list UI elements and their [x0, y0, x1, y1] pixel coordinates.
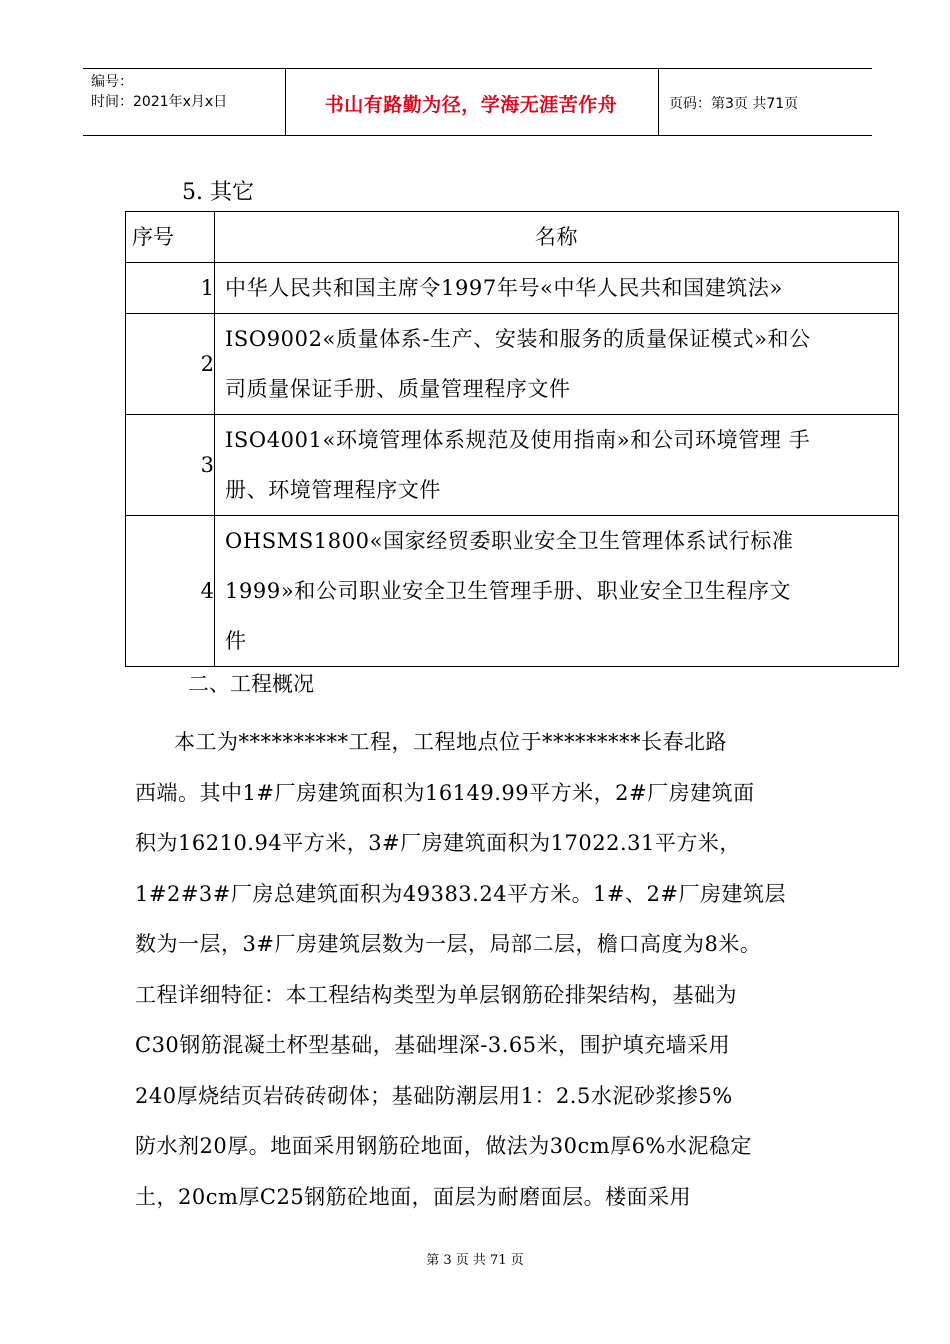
row-line: 司质量保证手册、质量管理程序文件 [225, 377, 571, 401]
row-number: 2 [126, 314, 215, 415]
overview-paragraph [131, 717, 855, 1222]
reference-table [125, 211, 899, 667]
header-motto: 书山有路勤为径，学海无涯苦作舟 [324, 94, 618, 116]
paragraph-line: 240厚烧结页岩砖砖砌体；基础防潮层用1：2.5水泥砂浆掺5% [135, 1083, 733, 1108]
paragraph-line: 积为16210.94平方米，3#厂房建筑面积为17022.31平方米， [135, 831, 741, 855]
header-time: 时间：2021年x月x日 [91, 94, 228, 110]
paragraph-line: C30钢筋混凝土杯型基础，基础埋深-3.65米，围护填充墙采用 [135, 1033, 731, 1057]
paragraph-line: 工程详细特征：本工程结构类型为单层钢筋砼排架结构，基础为 [135, 982, 737, 1007]
row-name [215, 263, 899, 314]
paragraph-line: 本工为**********工程，工程地点位于*********长春北路 [131, 730, 727, 754]
paragraph-line: 1#2#3#厂房总建筑面积为49383.24平方米。1#、2#厂房建筑层 [135, 881, 786, 906]
header-top-rule [83, 68, 872, 69]
row-line: 件 [225, 629, 247, 653]
header-meta [91, 72, 227, 112]
table-row [126, 516, 899, 667]
row-name [215, 415, 899, 516]
header-bottom-rule [83, 135, 872, 136]
row-number: 4 [126, 516, 215, 667]
paragraph-line: 数为一层，3#厂房建筑层数为一层，局部二层，檐口高度为8米。 [135, 932, 762, 956]
row-line: 册、环境管理程序文件 [225, 478, 441, 502]
section-title: 5. 其它 [182, 180, 254, 205]
header-divider [658, 68, 659, 136]
row-line: 1999»和公司职业安全卫生管理手册、职业安全卫生程序文 [225, 579, 792, 603]
table-row [126, 263, 899, 314]
table-row [126, 415, 899, 516]
paragraph-line: 防水剂20厚。地面采用钢筋砼地面，做法为30cm厚6%水泥稳定 [135, 1134, 752, 1158]
row-number: 3 [126, 415, 215, 516]
page-header [83, 68, 872, 136]
overview-title: 二、工程概况 [188, 672, 314, 696]
page-footer: 第 3 页 共 71 页 [426, 1253, 524, 1268]
row-line: 中华人民共和国主席令1997年号«中华人民共和国建筑法» [225, 276, 783, 300]
paragraph-line: 土，20cm厚C25钢筋砼地面，面层为耐磨面层。楼面采用 [135, 1184, 692, 1209]
row-number: 1 [126, 263, 215, 314]
row-line: ISO4001«环境管理体系规范及使用指南»和公司环境管理 手 [225, 428, 811, 452]
column-header-name: 名称 [215, 212, 899, 263]
row-line: ISO9002«质量体系-生产、安装和服务的质量保证模式»和公 [225, 327, 811, 351]
paragraph-line: 西端。其中1#厂房建筑面积为16149.99平方米，2#厂房建筑面 [135, 780, 755, 805]
header-page-code: 页码：第3页 共71页 [669, 96, 799, 112]
header-number: 编号： [91, 74, 133, 90]
column-header-number: 序号 [126, 212, 215, 263]
row-line: OHSMS1800«国家经贸委职业安全卫生管理体系试行标准 [225, 529, 794, 553]
table-row [126, 314, 899, 415]
row-name [215, 516, 899, 667]
row-name [215, 314, 899, 415]
table-header-row [126, 212, 899, 263]
